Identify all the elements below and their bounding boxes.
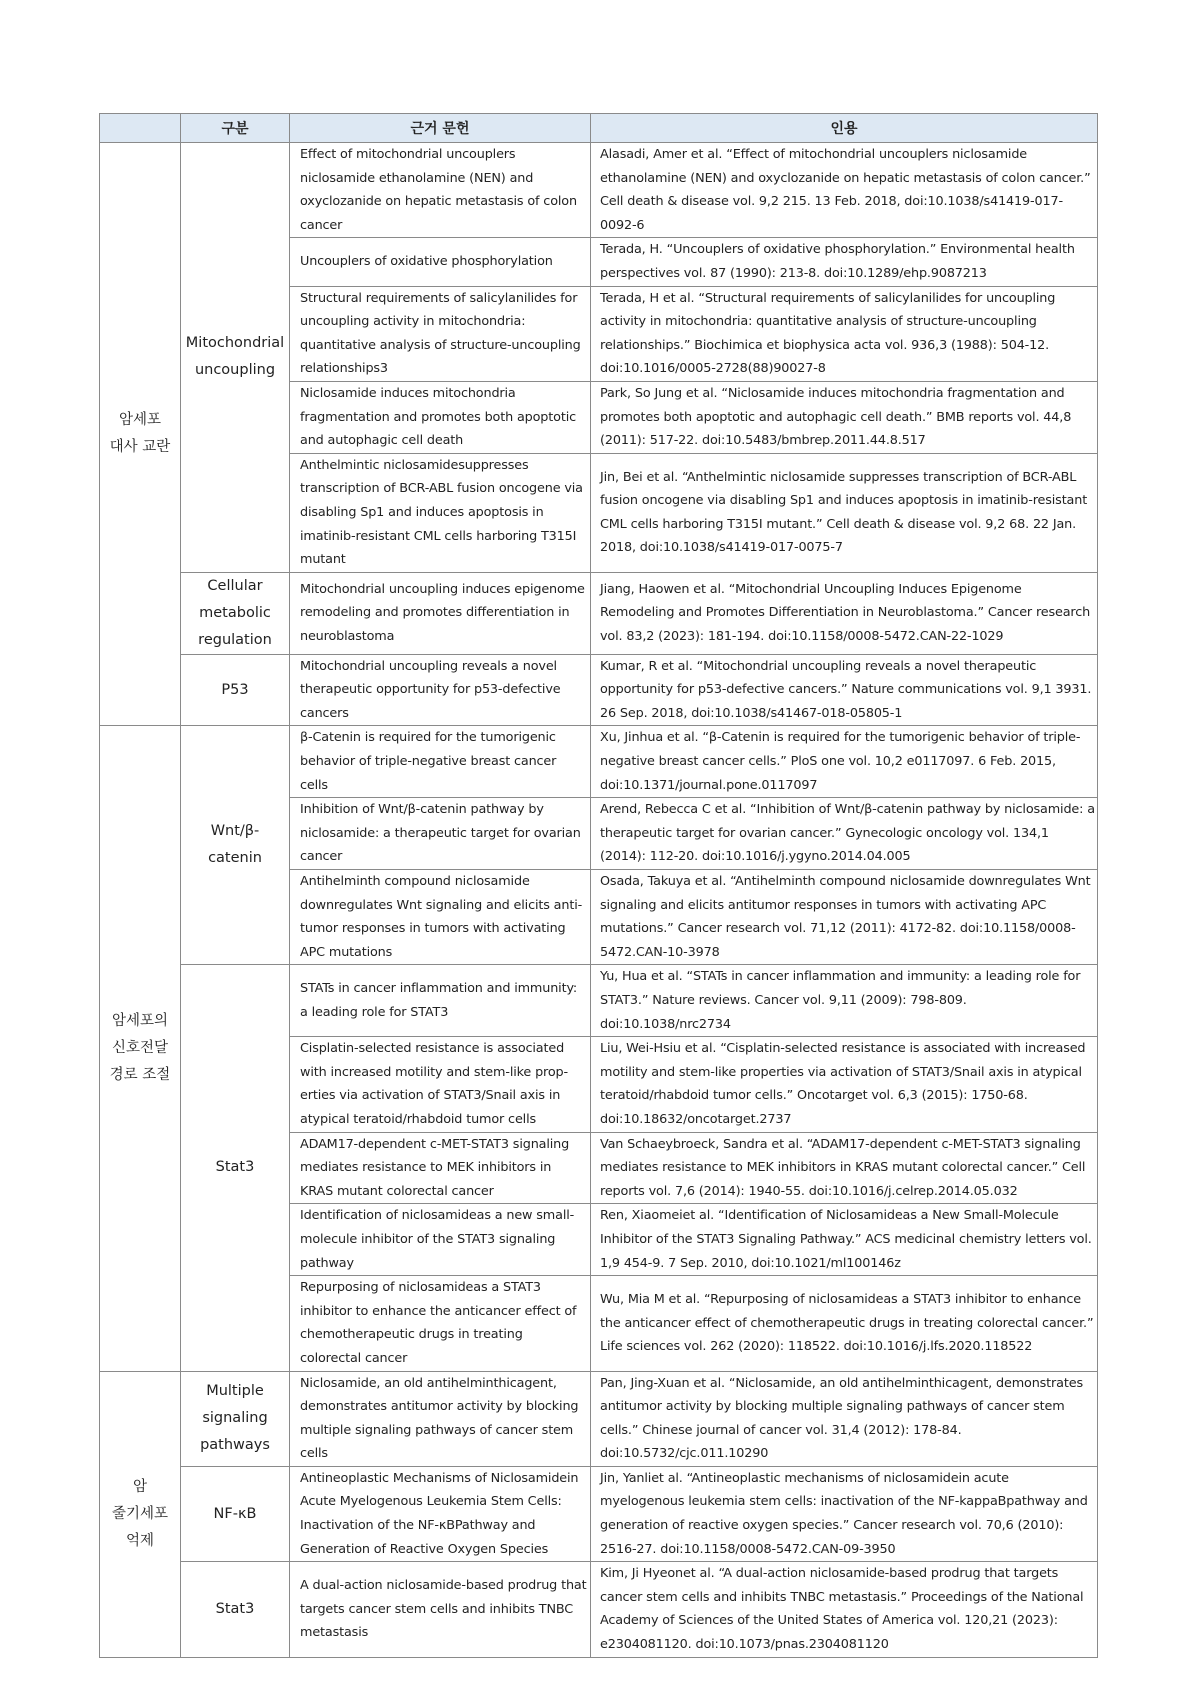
table-row bbox=[100, 1466, 1098, 1561]
citation-cell: Arend, Rebecca C et al. “Inhibition of Wnt/β-catenin pathway by niclosamide: a therapeutic target for ovarian cancer.” Gynecologic oncology vol. 134,1 (2014): 112-20. doi:10.1016/j.ygyno.2014.04.005 bbox=[591, 798, 1098, 870]
category-cell: Multiple signaling pathways bbox=[181, 1371, 290, 1466]
citation-cell: Wu, Mia M et al. “Repurposing of niclosamideas a STAT3 inhibitor to enhance the anticancer effect of chemotherapeutic drugs in treating colorectal cancer.” Life sciences vol. 262 (2020): 118522. doi:10.1016/j.lfs.2020.118522 bbox=[591, 1276, 1098, 1371]
document-cell: Uncouplers of oxidative phosphorylation bbox=[290, 238, 591, 286]
document-cell: ADAM17-dependent c-MET-STAT3 signaling mediates resistance to MEK inhibitors in KRAS mutant colorectal cancer bbox=[290, 1132, 591, 1204]
category-cell: Mitochondrial uncoupling bbox=[181, 143, 290, 573]
citation-cell: Ren, Xiaomeiet al. “Identification of Niclosamideas a New Small-Molecule Inhibitor of the STAT3 Signaling Pathway.” ACS medicinal chemistry letters vol. 1,9 454-9. 7 Sep. 2010, doi:10.1021/ml100146z bbox=[591, 1204, 1098, 1276]
document-cell: Mitochondrial uncoupling induces epigenome remodeling and promotes differentiation in neuroblastoma bbox=[290, 572, 591, 654]
citation-cell: Van Schaeybroeck, Sandra et al. “ADAM17-dependent c-MET-STAT3 signaling mediates resistance to MEK inhibitors in KRAS mutant colorectal cancer.” Cell reports vol. 7,6 (2014): 1940-55. doi:10.1016/j.celrep.2014.05.032 bbox=[591, 1132, 1098, 1204]
citation-cell: Park, So Jung et al. “Niclosamide induces mitochondria fragmentation and promotes both apoptotic and autophagic cell death.” BMB reports vol. 44,8 (2011): 517-22. doi:10.5483/bmbrep.2011.44.8.517 bbox=[591, 381, 1098, 453]
area-cell: 암세포의 신호전달 경로 조절 bbox=[100, 726, 181, 1371]
citation-cell: Osada, Takuya et al. “Antihelminth compound niclosamide downregulates Wnt signaling and elicits antitumor responses in tumors with activating APC mutations.” Cancer research vol. 71,12 (2011): 4172-82. doi:10.1158/0008-5472.CAN-10-3978 bbox=[591, 870, 1098, 965]
citation-cell: Jin, Bei et al. “Anthelmintic niclosamide suppresses transcription of BCR-ABL fusion oncogene via disabling Sp1 and induces apoptosis in imatinib-resistant CML cells harboring T315I mutant.” Cell death & disease vol. 9,2 68. 22 Jan. 2018, doi:10.1038/s41419-017-0075-7 bbox=[591, 453, 1098, 572]
document-cell: Antineoplastic Mechanisms of Niclosamidein Acute Myelogenous Leukemia Stem Cells: Inactivation of the NF-κBPathway and Generation of Reactive Oxygen Species bbox=[290, 1466, 591, 1561]
document-cell: Identification of niclosamideas a new small-molecule inhibitor of the STAT3 signaling pathway bbox=[290, 1204, 591, 1276]
document-cell: Mitochondrial uncoupling reveals a novel therapeutic opportunity for p53-defective cancers bbox=[290, 654, 591, 726]
citation-cell: Jin, Yanliet al. “Antineoplastic mechanisms of niclosamidein acute myelogenous leukemia stem cells: inactivation of the NF-kappaBpathway and generation of reactive oxygen species.” Cancer research vol. 70,6 (2010): 2516-27. doi:10.1158/0008-5472.CAN-09-3950 bbox=[591, 1466, 1098, 1561]
document-cell: Niclosamide induces mitochondria fragmentation and promotes both apoptotic and autophagic cell death bbox=[290, 381, 591, 453]
citation-cell: Kim, Ji Hyeonet al. “A dual-action niclosamide-based prodrug that targets cancer stem cells and inhibits TNBC metastasis.” Proceedings of the National Academy of Sciences of the United States of America vol. 120,21 (2023): e2304081120. doi:10.1073/pnas.2304081120 bbox=[591, 1562, 1098, 1657]
table-body bbox=[100, 143, 1098, 1658]
table-row bbox=[100, 965, 1098, 1037]
table-row bbox=[100, 143, 1098, 238]
citation-cell: Terada, H et al. “Structural requirements of salicylanilides for uncoupling activity in mitochondria: quantitative analysis of structure-uncoupling relationships.” Biochimica et biophysica acta vol. 936,3 (1988): 504-12. doi:10.1016/0005-2728(88)90027-8 bbox=[591, 286, 1098, 381]
citation-cell: Pan, Jing-Xuan et al. “Niclosamide, an old antihelminthicagent, demonstrates antitumor activity by blocking multiple signaling pathways of cancer stem cells.” Chinese journal of cancer vol. 31,4 (2012): 178-84. doi:10.5732/cjc.011.10290 bbox=[591, 1371, 1098, 1466]
document-cell: Niclosamide, an old antihelminthicagent, demonstrates antitumor activity by blocking multiple signaling pathways of cancer stem cells bbox=[290, 1371, 591, 1466]
area-cell: 암 줄기세포 억제 bbox=[100, 1371, 181, 1657]
table-row bbox=[100, 654, 1098, 726]
header-document: 근거 문헌 bbox=[290, 114, 591, 143]
document-cell: Anthelmintic niclosamidesuppresses transcription of BCR-ABL fusion oncogene via disabling Sp1 and induces apoptosis in imatinib-resistant CML cells harboring T315I mutant bbox=[290, 453, 591, 572]
table-header-row bbox=[100, 114, 1098, 143]
category-cell: Stat3 bbox=[181, 965, 290, 1371]
document-cell: Repurposing of niclosamideas a STAT3 inhibitor to enhance the anticancer effect of chemotherapeutic drugs in treating colorectal cancer bbox=[290, 1276, 591, 1371]
citation-cell: Jiang, Haowen et al. “Mitochondrial Uncoupling Induces Epigenome Remodeling and Promotes Differentiation in Neuroblastoma.” Cancer research vol. 83,2 (2023): 181-194. doi:10.1158/0008-5472.CAN-22-1029 bbox=[591, 572, 1098, 654]
header-citation: 인용 bbox=[591, 114, 1098, 143]
table-row bbox=[100, 1562, 1098, 1657]
area-cell: 암세포 대사 교란 bbox=[100, 143, 181, 726]
document-cell: Structural requirements of salicylanilides for uncoupling activity in mitochondria: quantitative analysis of structure-uncoupling relationships3 bbox=[290, 286, 591, 381]
document-cell: Cisplatin-selected resistance is associated with increased motility and stem-like prop-erties via activation of STAT3/Snail axis in atypical teratoid/rhabdoid tumor cells bbox=[290, 1037, 591, 1132]
category-cell: Stat3 bbox=[181, 1562, 290, 1657]
document-cell: Effect of mitochondrial uncouplers niclosamide ethanolamine (NEN) and oxyclozanide on hepatic metastasis of colon cancer bbox=[290, 143, 591, 238]
document-cell: STATs in cancer inflammation and immunity: a leading role for STAT3 bbox=[290, 965, 591, 1037]
header-category: 구분 bbox=[181, 114, 290, 143]
citation-cell: Yu, Hua et al. “STATs in cancer inflammation and immunity: a leading role for STAT3.” Nature reviews. Cancer vol. 9,11 (2009): 798-809. doi:10.1038/nrc2734 bbox=[591, 965, 1098, 1037]
document-cell: Antihelminth compound niclosamide downregulates Wnt signaling and elicits anti-tumor responses in tumors with activating APC mutations bbox=[290, 870, 591, 965]
document-cell: A dual-action niclosamide-based prodrug that targets cancer stem cells and inhibits TNBC metastasis bbox=[290, 1562, 591, 1657]
citation-cell: Liu, Wei-Hsiu et al. “Cisplatin-selected resistance is associated with increased motility and stem-like properties via activation of STAT3/Snail axis in atypical teratoid/rhabdoid tumor cells.” Oncotarget vol. 6,3 (2015): 1750-68. doi:10.18632/oncotarget.2737 bbox=[591, 1037, 1098, 1132]
document-cell: Inhibition of Wnt/β-catenin pathway by niclosamide: a therapeutic target for ovarian cancer bbox=[290, 798, 591, 870]
table-row bbox=[100, 726, 1098, 798]
citation-cell: Kumar, R et al. “Mitochondrial uncoupling reveals a novel therapeutic opportunity for p53-defective cancers.” Nature communications vol. 9,1 3931. 26 Sep. 2018, doi:10.1038/s41467-018-05805-1 bbox=[591, 654, 1098, 726]
citation-cell: Xu, Jinhua et al. “β-Catenin is required for the tumorigenic behavior of triple-negative breast cancer cells.” PloS one vol. 10,2 e0117097. 6 Feb. 2015, doi:10.1371/journal.pone.0117097 bbox=[591, 726, 1098, 798]
category-cell: Cellular metabolic regulation bbox=[181, 572, 290, 654]
header-blank bbox=[100, 114, 181, 143]
category-cell: P53 bbox=[181, 654, 290, 726]
citation-cell: Terada, H. “Uncouplers of oxidative phosphorylation.” Environmental health perspectives vol. 87 (1990): 213-8. doi:10.1289/ehp.9087213 bbox=[591, 238, 1098, 286]
reference-table bbox=[99, 113, 1098, 1658]
category-cell: NF-κB bbox=[181, 1466, 290, 1561]
table-row bbox=[100, 1371, 1098, 1466]
document-cell: β-Catenin is required for the tumorigenic behavior of triple-negative breast cancer cells bbox=[290, 726, 591, 798]
table-row bbox=[100, 572, 1098, 654]
category-cell: Wnt/β-catenin bbox=[181, 726, 290, 965]
citation-cell: Alasadi, Amer et al. “Effect of mitochondrial uncouplers niclosamide ethanolamine (NEN) and oxyclozanide on hepatic metastasis of colon cancer.” Cell death & disease vol. 9,2 215. 13 Feb. 2018, doi:10.1038/s41419-017-0092-6 bbox=[591, 143, 1098, 238]
